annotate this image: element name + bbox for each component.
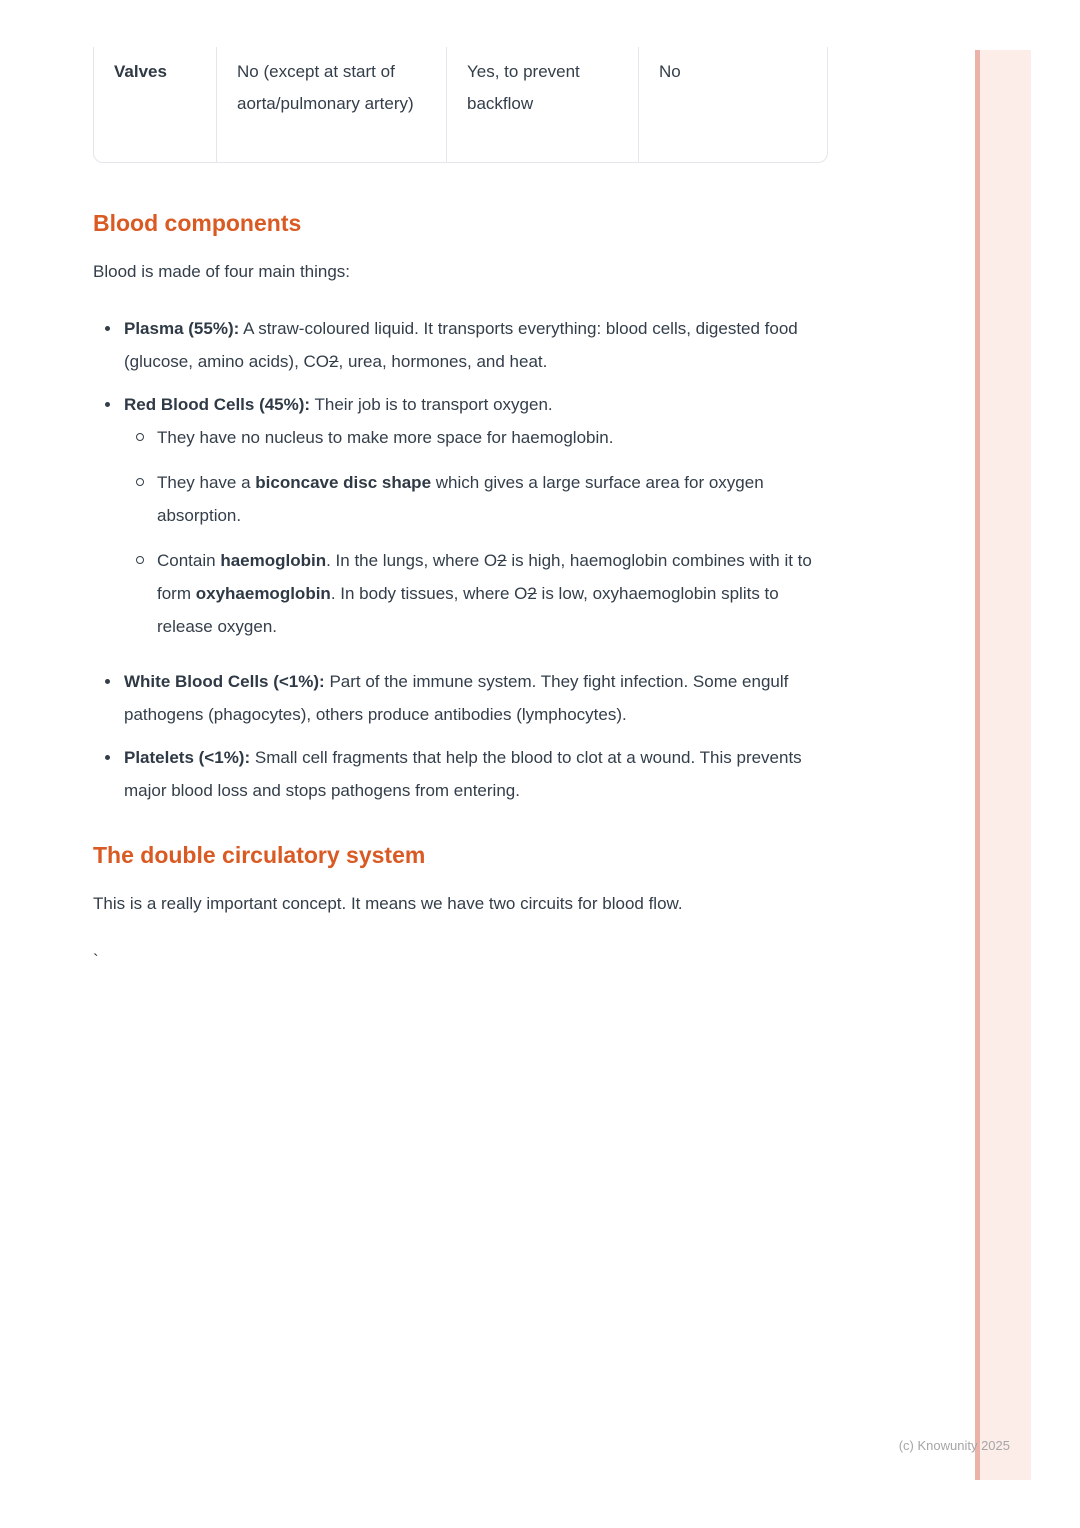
stray-backtick: ` xyxy=(93,951,99,970)
sub-item-haemoglobin xyxy=(124,544,828,643)
page-edge-stripe xyxy=(975,50,1031,1480)
section-heading-blood-components: Blood components xyxy=(93,210,302,236)
haemo-text-2: . In the lungs, where O xyxy=(326,551,498,570)
blood-components-list xyxy=(93,312,828,807)
blood-components-intro: Blood is made of four main things: xyxy=(93,262,351,281)
list-item-plasma xyxy=(93,312,828,378)
footer-copyright: (c) Knowunity 2025 xyxy=(898,1438,1010,1453)
plasma-bold-label: Plasma (55%): xyxy=(124,319,240,338)
shape-text-end: which gives a large surface area for oxygen absorption. xyxy=(157,473,764,525)
shape-bold: biconcave disc shape xyxy=(255,473,432,492)
haemo-text-5: is low, oxyhaemoglobin splits to release oxygen. xyxy=(157,584,779,636)
haemo-text: Contain xyxy=(157,551,221,570)
page-content xyxy=(93,47,828,977)
rbc-sub-list xyxy=(124,421,828,643)
plasma-text-end: , urea, hormones, and heat. xyxy=(338,352,548,371)
wbc-text: Part of the immune system. They fight infection. Some engulf pathogens (phagocytes), others produce antibodies (lymphocytes). xyxy=(124,672,789,724)
table-cell-2: Yes, to prevent backflow xyxy=(446,47,638,162)
haemo-text-3: is high, haemoglobin combines with it to form xyxy=(157,551,812,603)
table-cell-3: No xyxy=(638,47,829,162)
table-cell-row-label: Valves xyxy=(114,62,167,81)
table-row-valves xyxy=(93,47,828,163)
co2-strikethrough-2: 2 xyxy=(329,352,339,371)
o2-strikethrough-2b: 2 xyxy=(527,584,537,603)
list-item-platelets xyxy=(93,741,828,807)
oxyhaemoglobin-bold: oxyhaemoglobin xyxy=(195,584,331,603)
plasma-text: A straw-coloured liquid. It transports everything: blood cells, digested food (glucose, amino acids), CO xyxy=(124,319,798,371)
table-cell-1: No (except at start of aorta/pulmonary artery) xyxy=(216,47,446,162)
platelets-bold-label: Platelets (<1%): xyxy=(124,748,251,767)
nucleus-text: They have no nucleus to make more space for haemoglobin. xyxy=(157,428,614,447)
double-circulatory-paragraph: This is a really important concept. It means we have two circuits for blood flow. xyxy=(93,894,683,913)
haemo-bold: haemoglobin xyxy=(220,551,327,570)
sub-item-biconcave-shape xyxy=(124,466,828,532)
list-item-white-blood-cells xyxy=(93,665,828,731)
o2-strikethrough-2: 2 xyxy=(497,551,507,570)
list-item-red-blood-cells xyxy=(93,388,828,655)
section-heading-double-circulatory: The double circulatory system xyxy=(93,842,426,868)
shape-text: They have a xyxy=(157,473,256,492)
rbc-bold-label: Red Blood Cells (45%): xyxy=(124,395,311,414)
rbc-text: Their job is to transport oxygen. xyxy=(310,395,553,414)
platelets-text: Small cell fragments that help the blood to clot at a wound. This prevents major blood loss and stops pathogens from entering. xyxy=(124,748,802,800)
haemo-text-4: . In body tissues, where O xyxy=(330,584,528,603)
sub-item-nucleus xyxy=(124,421,828,454)
wbc-bold-label: White Blood Cells (<1%): xyxy=(124,672,325,691)
